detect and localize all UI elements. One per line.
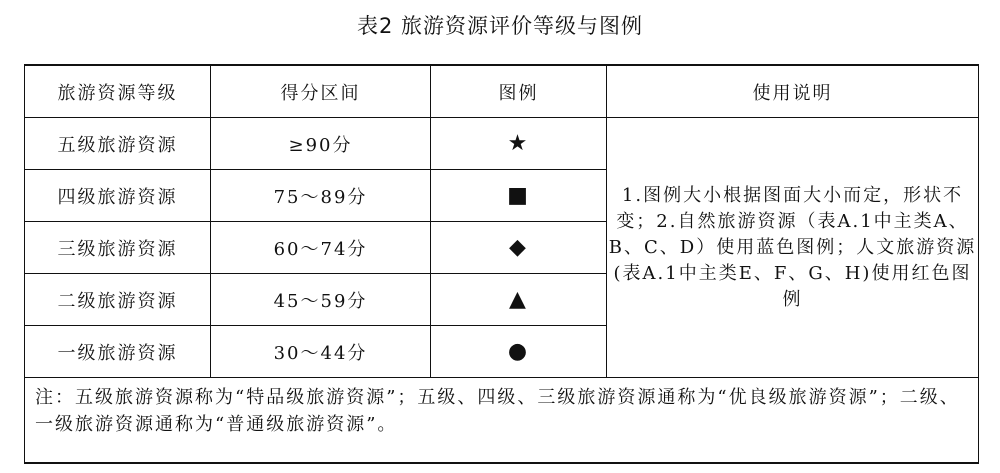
grade-cell: 三级旅游资源 xyxy=(25,222,211,274)
circle-icon: ● xyxy=(507,338,530,364)
score-cell: 30～44分 xyxy=(211,326,431,378)
score-cell: 60～74分 xyxy=(211,222,431,274)
note-row xyxy=(25,378,979,464)
note-text: 注：五级旅游资源称为“特品级旅游资源”；五级、四级、三级旅游资源通称为“优良级旅游资源”；二级、一级旅游资源通称为“普通级旅游资源”。 xyxy=(25,378,979,464)
star-icon: ★ xyxy=(507,130,530,156)
score-cell: ≥90分 xyxy=(211,118,431,170)
square-icon: ■ xyxy=(507,182,530,208)
legend-cell xyxy=(431,118,607,170)
grade-cell: 四级旅游资源 xyxy=(25,170,211,222)
header-legend: 图例 xyxy=(431,65,607,118)
usage-cell: 1.图例大小根据图面大小而定，形状不变；2.自然旅游资源（表A.1中主类A、B、C、D）使用蓝色图例；人文旅游资源(表A.1中主类E、F、G、H)使用红色图例 xyxy=(607,118,979,378)
score-cell: 45～59分 xyxy=(211,274,431,326)
table-title: 表2 旅游资源评价等级与图例 xyxy=(356,14,644,38)
header-usage: 使用说明 xyxy=(607,65,979,118)
header-grade: 旅游资源等级 xyxy=(25,65,211,118)
grade-cell: 五级旅游资源 xyxy=(25,118,211,170)
legend-cell xyxy=(431,170,607,222)
header-score: 得分区间 xyxy=(211,65,431,118)
grade-cell: 一级旅游资源 xyxy=(25,326,211,378)
triangle-icon: ▲ xyxy=(509,286,528,312)
grade-legend-table xyxy=(24,64,979,464)
legend-cell xyxy=(431,326,607,378)
table-row xyxy=(25,118,979,170)
header-row xyxy=(25,65,979,118)
score-cell: 75～89分 xyxy=(211,170,431,222)
legend-cell xyxy=(431,274,607,326)
legend-cell xyxy=(431,222,607,274)
grade-cell: 二级旅游资源 xyxy=(25,274,211,326)
diamond-icon: ◆ xyxy=(509,234,528,260)
